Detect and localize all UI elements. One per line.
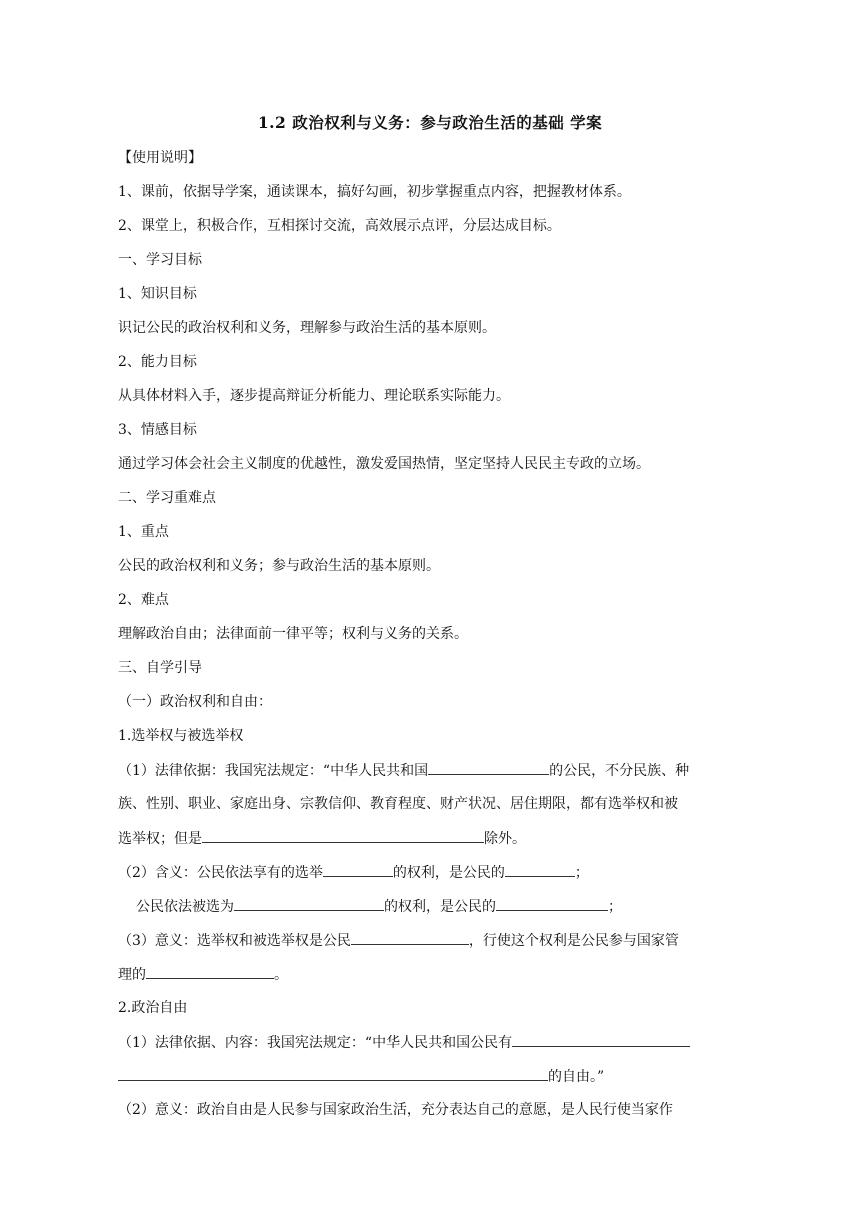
key-point-heading: 1、重点 [118, 524, 169, 540]
text-segment: ； [574, 865, 589, 881]
fill-in-blank[interactable] [118, 1066, 548, 1081]
goal-ability-heading: 2、能力目标 [118, 354, 197, 370]
text-segment: ； [608, 899, 622, 915]
text-segment: （2）含义：公民依法享有的选举 [118, 865, 323, 881]
paragraph-significance-line2 [118, 964, 732, 985]
text-segment: （1）法律依据、内容：我国宪法规定：“中华人民共和国公民有 [118, 1035, 513, 1051]
text-segment: 公民依法被选为 [136, 899, 234, 915]
text-segment: （3）意义：选举权和被选举权是公民 [118, 933, 351, 949]
fill-in-blank[interactable] [512, 1032, 690, 1047]
text-segment: 选举权；但是 [118, 831, 202, 847]
paragraph-significance-line1 [118, 930, 732, 951]
text-segment: ，行使这个权利是公民参与国家管 [468, 933, 679, 949]
fill-in-blank[interactable] [234, 896, 384, 911]
goal-ability-text: 从具体材料入手，逐步提高辩证分析能力、理论联系实际能力。 [118, 388, 510, 404]
section-heading-goals: 一、学习目标 [118, 252, 202, 268]
document-title: 1.2 政治权利与义务：参与政治生活的基础 学案 [257, 113, 603, 132]
subsection-political-rights: （一）政治权利和自由： [118, 694, 272, 710]
fill-in-blank[interactable] [496, 896, 608, 911]
fill-in-blank[interactable] [351, 930, 469, 945]
paragraph-meaning-line2 [136, 896, 732, 917]
section-heading-self-study: 三、自学引导 [118, 660, 202, 676]
goal-emotion-text: 通过学习体会社会主义制度的优越性，激发爱国热情，坚定坚持人民民主专政的立场。 [118, 456, 650, 472]
text-segment: 的权利，是公民的 [384, 899, 496, 915]
goal-emotion-heading: 3、情感目标 [118, 422, 197, 438]
paragraph-freedom-line2 [118, 1066, 732, 1087]
text-segment: 理的 [118, 967, 146, 983]
fill-in-blank[interactable] [505, 862, 575, 877]
instructions-heading: 【使用说明】 [118, 150, 202, 166]
text-segment: 的权利，是公民的 [392, 865, 505, 881]
text-segment: （1）法律依据：我国宪法规定：“中华人民共和国 [118, 763, 429, 779]
paragraph-legal-basis-line3 [118, 828, 732, 849]
fill-in-blank[interactable] [323, 862, 393, 877]
paragraph-legal-basis-line1 [118, 760, 732, 781]
key-point-text: 公民的政治权利和义务；参与政治生活的基本原则。 [118, 558, 440, 574]
paragraph-legal-basis-line2: 族、性别、职业、家庭出身、宗教信仰、教育程度、财产状况、居住期限，都有选举权和被 [118, 796, 678, 812]
text-segment: 的公民，不分民族、种 [549, 763, 690, 779]
fill-in-blank[interactable] [428, 760, 549, 775]
fill-in-blank[interactable] [146, 964, 274, 979]
instruction-2: 2、课堂上，积极合作，互相探讨交流，高效展示点评，分层达成目标。 [118, 218, 561, 234]
text-segment: 。 [274, 967, 288, 983]
paragraph-meaning-line1 [118, 862, 732, 883]
section-heading-keypoints: 二、学习重难点 [118, 490, 216, 506]
text-segment: 除外。 [484, 831, 526, 847]
paragraph-freedom-line1 [118, 1032, 732, 1053]
item-political-freedom: 2.政治自由 [118, 1000, 188, 1016]
goal-knowledge-heading: 1、知识目标 [118, 286, 197, 302]
fill-in-blank[interactable] [202, 828, 484, 843]
paragraph-freedom-significance: （2）意义：政治自由是人民参与国家政治生活，充分表达自己的意愿，是人民行使当家作 [118, 1102, 673, 1118]
goal-knowledge-text: 识记公民的政治权利和义务，理解参与政治生活的基本原则。 [118, 320, 496, 336]
difficulty-heading: 2、难点 [118, 592, 169, 608]
difficulty-text: 理解政治自由；法律面前一律平等；权利与义务的关系。 [118, 626, 468, 642]
text-segment: 的自由。” [548, 1069, 605, 1085]
item-election-rights: 1.选举权与被选举权 [118, 728, 244, 744]
instruction-1: 1、课前，依据导学案，通读课本，搞好勾画，初步掌握重点内容，把握教材体系。 [118, 184, 631, 200]
